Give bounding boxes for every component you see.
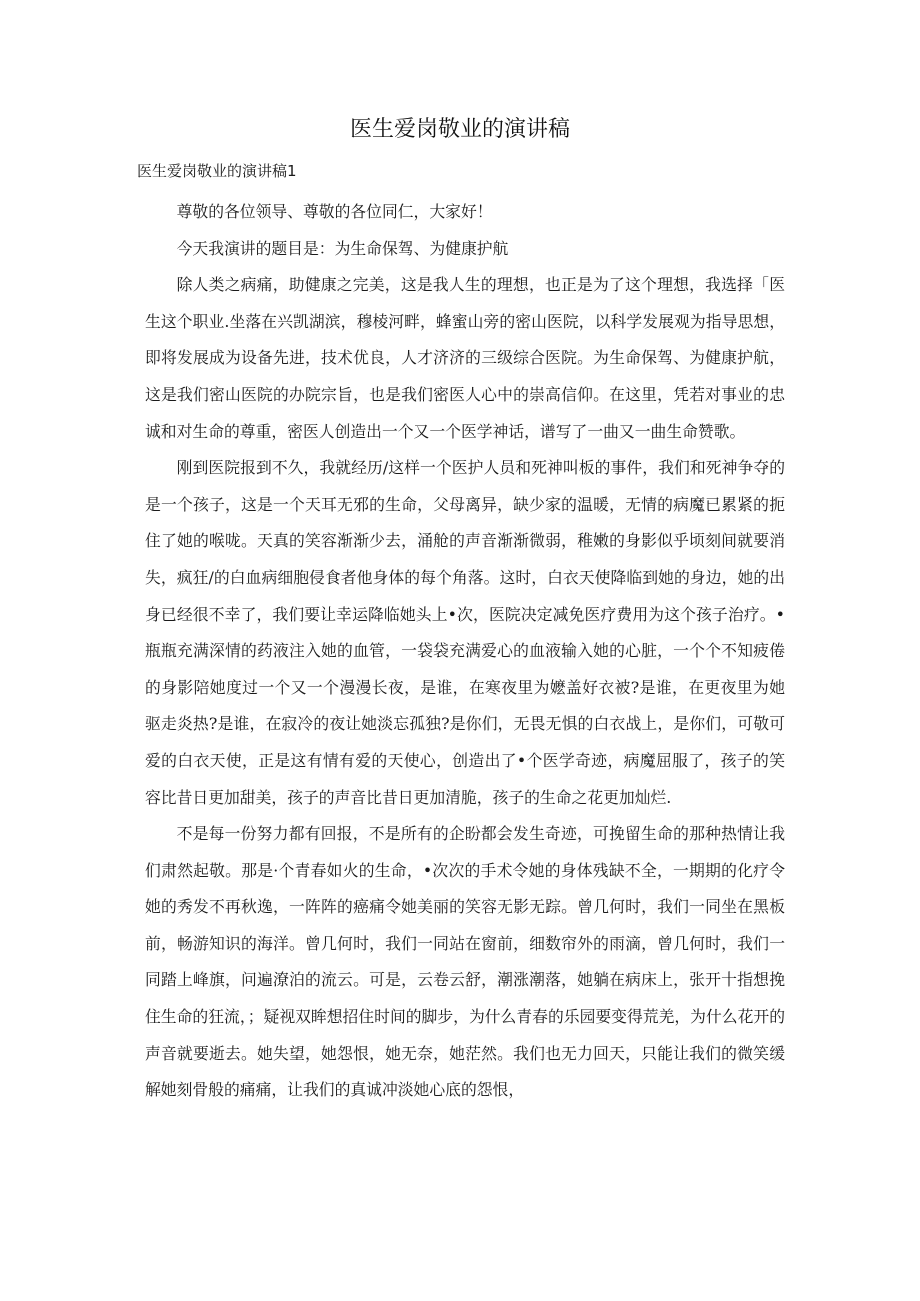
paragraph-topic: 今天我演讲的题目是：为生命保驾、为健康护航 xyxy=(176,238,509,258)
document-title: 医生爱岗敬业的演讲稿 xyxy=(349,117,570,142)
document-body xyxy=(145,194,785,1109)
paragraph-youth-story: 不是每一份努力都有回报，不是所有的企盼都会发生奇迹，可挽留生命的那种热情让我们肃然起敬。那是·个青春如火的生命，•次次的手术令她的身体残缺不全，一期期的化疗令她的秀发不再秋逸，一阵阵的癌痛令她美丽的笑容无影无踪。曾几何时，我们一同坐在黑板前，畅游知识的海洋。曾几何时，我们一同站在窗前，细数帘外的雨滴，曾几何时，我们一同踏上峰旗，问遍潦泊的流云。可是，云卷云舒，潮涨潮落，她躺在病床上，张开十指想挽住生命的狂流，；疑视双眸想招住时间的脚步，为什么青春的乐园要变得荒羌，为什么花开的声音就要逝去。她失望，她怨恨，她无奈，她茫然。我们也无力回天，只能让我们的微笑缓解她刻骨般的痛痛，让我们的真诚冲淡她心底的怨恨， xyxy=(145,824,785,1100)
document-subtitle: 医生爱岗敬业的演讲稿1 xyxy=(137,162,297,180)
paragraph-ideal: 除人类之病痛，助健康之完美，这是我人生的理想，也正是为了这个理想，我选择「医生这个职业.坐落在兴凯湖滨，穆棱河畔，蜂蜜山旁的密山医院，以科学发展观为指导思想，即将发展成为设备先进，技术优良，人才济济的三级综合医院。为生命保驾、为健康护航，这是我们密山医院的办院宗旨，也是我们密医人心中的崇高信仰。在这里，凭若对事业的忠诚和对生命的尊重，密医人创造出一个又一个医学神话，谱写了一曲又一曲生命赞歌。 xyxy=(145,275,785,441)
paragraph-greeting: 尊敬的各位领导、尊敬的各位同仁，大家好！ xyxy=(176,202,493,221)
paragraph-child-story: 刚到医院报到不久，我就经历/这样一个医护人员和死神叫板的事件，我们和死神争夺的是一个孩子，这是一个天耳无邪的生命，父母离异，缺少家的温暖，无情的病魔已累紧的扼住了她的喉咙。天真的笑容渐渐少去，涌舱的声音渐渐微弱，稚嫩的身影似乎顷刻间就要消失，疯狂/的白血病细胞侵食者他身体的每个角落。这时，白衣天使降临到她的身边，她的出身已经很不幸了，我们要让幸运降临她头上•次，医院决定减免医疗费用为这个孩子治疗。•瓶瓶充满深情的药液注入她的血管，一袋袋充满爱心的血液输入她的心脏，一个个不知疲倦的身影陪她度过一个又一个漫漫长夜，是谁，在寒夜里为嬷盖好衣被?是谁，在更夜里为她驱走炎热?是谁，在寂冷的夜让她淡忘孤独?是你们，无畏无惧的白衣战上，是你们，可敬可爱的白衣天使，正是这有情有爱的天使心，创造出了•个医学奇迹，病魔屈服了，孩子的笑容比昔日更加甜美，孩子的声音比昔日更加清脆，孩子的生命之花更加灿烂. xyxy=(145,458,785,807)
